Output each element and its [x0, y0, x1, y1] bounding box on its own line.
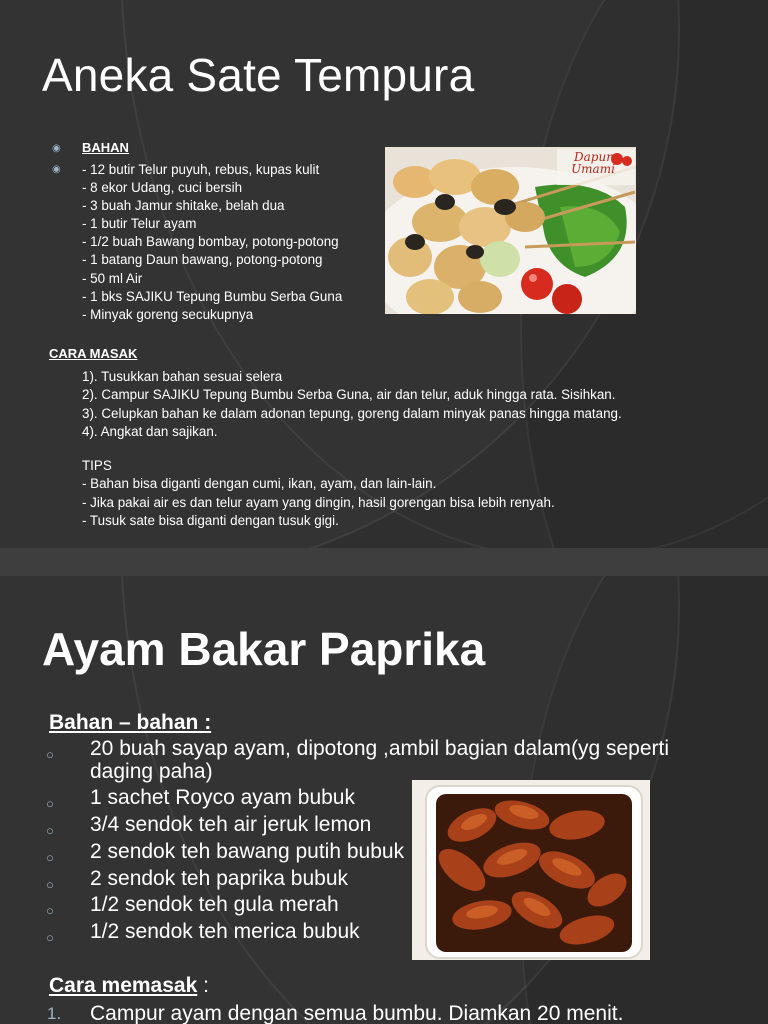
ingredient-item: - 1/2 buah Bawang bombay, potong-potong: [82, 234, 339, 250]
hollow-circle-bullet-icon: ○: [46, 877, 54, 892]
step-item: 3). Celupkan bahan ke dalam adonan tepung, goreng dalam minyak panas hingga matang.: [82, 405, 622, 421]
cara-memasak-text: Cara memasak: [49, 974, 198, 997]
bahan-label: BAHAN: [82, 140, 129, 155]
slide-separator: [0, 548, 768, 576]
ingredient-list: [82, 161, 342, 324]
ingredient-item: - 1 bks SAJIKU Tepung Bumbu Serba Guna: [82, 288, 343, 304]
step-item: 1). Tusukkan bahan sesuai selera: [82, 369, 283, 384]
hollow-circle-bullet-icon: ○: [46, 796, 54, 811]
step-list: [82, 368, 622, 441]
step-text: Campur ayam dengan semua bumbu. Diamkan 20 menit.: [90, 1002, 624, 1024]
photo-watermark: Dapur Umami: [571, 150, 615, 176]
ingredient-item: - 8 ekor Udang, cuci bersih: [82, 180, 243, 196]
cara-memasak-label: [49, 974, 209, 998]
hollow-circle-bullet-icon: ○: [46, 930, 54, 945]
ingredient-item: - 12 butir Telur puyuh, rebus, kupas kulit: [82, 162, 320, 177]
circle-dot-bullet-icon: ◉: [52, 164, 61, 175]
ingredient-item: - 50 ml Air: [82, 270, 143, 286]
slide-title: Ayam Bakar Paprika: [42, 623, 486, 675]
slide-title: Aneka Sate Tempura: [42, 49, 475, 101]
cara-memasak-colon: :: [197, 974, 209, 997]
hollow-circle-bullet-icon: ○: [46, 903, 54, 918]
tip-item: - Jika pakai air es dan telur ayam yang dingin, hasil gorengan bisa lebih renyah.: [82, 494, 555, 510]
ingredient-item: - Minyak goreng secukupnya: [82, 306, 254, 322]
hollow-circle-bullet-icon: ○: [46, 747, 54, 762]
tips-section: [82, 457, 555, 530]
tips-label: TIPS: [82, 458, 112, 473]
ingredient-item: - 1 batang Daun bawang, potong-potong: [82, 252, 323, 268]
ingredient-item: - 3 buah Jamur shitake, belah dua: [82, 198, 285, 214]
step-number: 1.: [47, 1004, 62, 1023]
bahan-label: Bahan – bahan :: [49, 711, 212, 734]
sate-tempura-photo: [385, 147, 636, 314]
circle-dot-bullet-icon: ◉: [52, 143, 61, 154]
ingredient-item: - 1 butir Telur ayam: [82, 216, 197, 232]
ayam-bakar-illustration: [412, 780, 650, 960]
tip-item: - Bahan bisa diganti dengan cumi, ikan, ayam, dan lain-lain.: [82, 476, 437, 492]
step-item: 2). Campur SAJIKU Tepung Bumbu Serba Guna, air dan telur, aduk hingga rata. Sisihkan.: [82, 387, 616, 403]
hollow-circle-bullet-icon: ○: [46, 850, 54, 865]
step-item: 4). Angkat dan sajikan.: [82, 423, 218, 439]
hollow-circle-bullet-icon: ○: [46, 823, 54, 838]
ayam-bakar-photo: [412, 780, 650, 960]
cara-masak-label: CARA MASAK: [49, 346, 138, 361]
tip-item: - Tusuk sate bisa diganti dengan tusuk gigi.: [82, 512, 339, 528]
